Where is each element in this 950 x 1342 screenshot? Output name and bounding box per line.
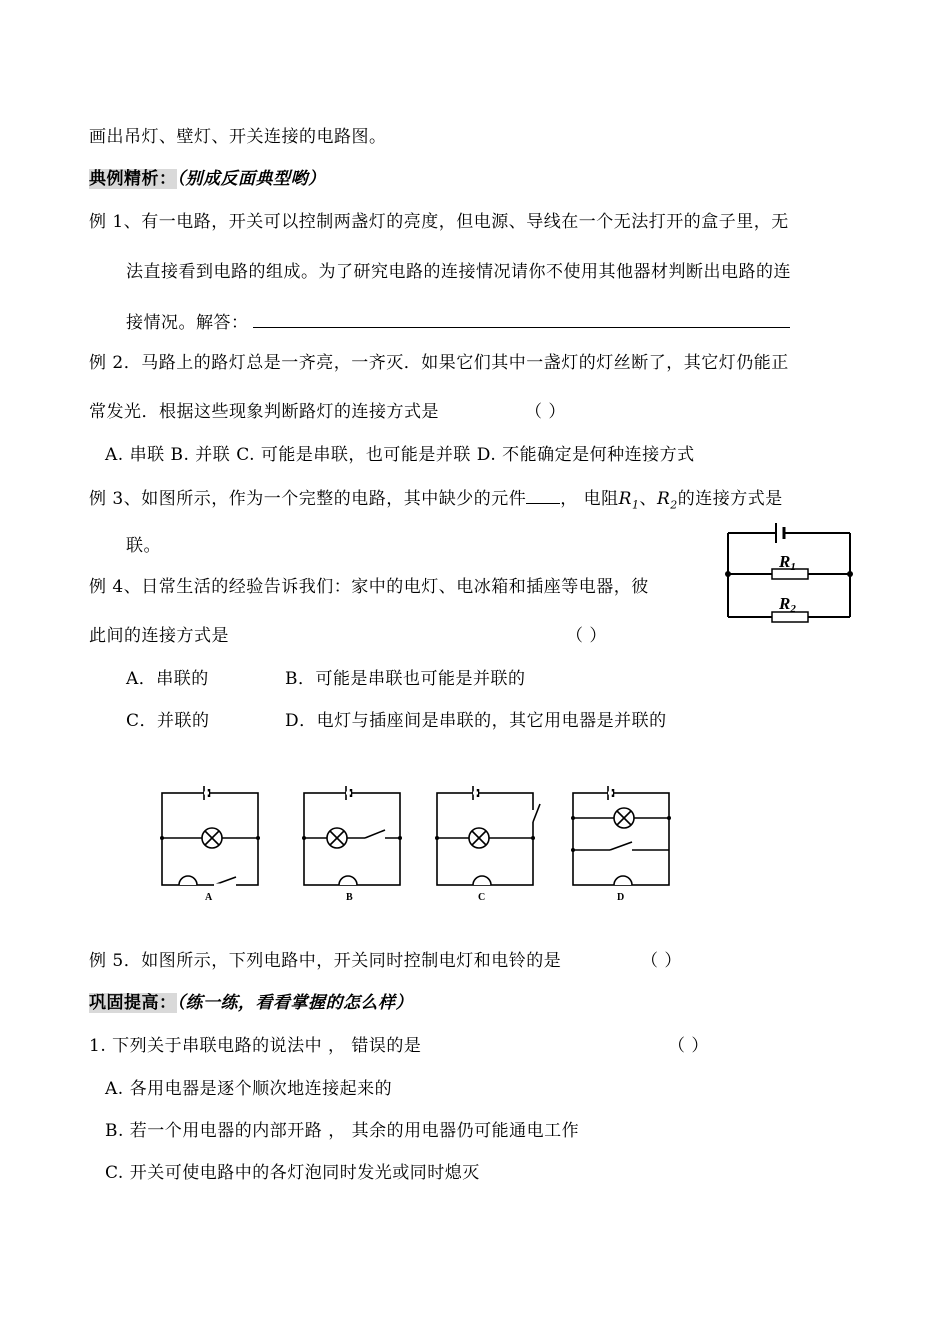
section2-title: 巩固提高： xyxy=(89,993,177,1013)
ex3-sep: 、 xyxy=(639,489,657,509)
ex3-r2: $R_2$ xyxy=(656,489,678,512)
ex3-r1: $R_1$ xyxy=(618,489,640,512)
r1-label: R1 xyxy=(779,552,796,573)
ex2-line1: 例 2．马路上的路灯总是一齐亮，一齐灭．如果它们其中一盏灯的灯丝断了，其它灯仍能正 xyxy=(89,353,789,373)
ex3-blank-element[interactable] xyxy=(526,489,560,504)
junction-dot xyxy=(725,571,731,577)
ex3-text-a: 例 3、如图所示，作为一个完整的电路，其中缺少的元件 xyxy=(89,489,527,509)
ex2-line2: 常发光．根据这些现象判断路灯的连接方式是 xyxy=(89,402,439,422)
circuit-c xyxy=(437,786,540,885)
ex3-text-c: 的连接方式是 xyxy=(677,489,783,509)
junction-dot xyxy=(847,571,853,577)
ex4-line2: 此间的连接方式是 xyxy=(89,626,229,646)
r2-label: R2 xyxy=(779,594,796,615)
q1-stem: 1. 下列关于串联电路的说法中 ， 错误的是 xyxy=(89,1036,422,1056)
circuit-b xyxy=(304,786,400,885)
ex5-line: 例 5．如图所示，下列电路中，开关同时控制电灯和电铃的是 xyxy=(89,951,562,971)
section2-note: （练一练，看看掌握的怎么样） xyxy=(176,993,413,1013)
q1-answer-paren[interactable]: （ ） xyxy=(668,1036,709,1056)
ex4-line1: 例 4、日常生活的经验告诉我们：家中的电灯、电冰箱和插座等电器，彼 xyxy=(89,577,649,597)
circuit-a xyxy=(162,786,258,885)
circuit-d xyxy=(573,786,669,885)
ex1-line1: 例 1、有一电路，开关可以控制两盏灯的亮度，但电源、导线在一个无法打开的盒子里，无 xyxy=(89,212,789,232)
intro-line: 画出吊灯、壁灯、开关连接的电路图。 xyxy=(89,127,387,147)
ex4-answer-paren[interactable]: （ ） xyxy=(566,626,607,646)
circuit-label-d: D xyxy=(617,892,625,903)
resistor-circuit-figure xyxy=(724,515,856,627)
section-header-practice xyxy=(89,995,413,1012)
ex4-option-a: A．串联的 xyxy=(126,669,209,689)
section-title: 典例精析： xyxy=(89,169,177,189)
bell-circuit-figures xyxy=(150,780,680,910)
ex1-line2: 法直接看到电路的组成。为了研究电路的连接情况请你不使用其他器材判断出电路的连 xyxy=(126,262,791,282)
ex4-option-b: B．可能是串联也可能是并联的 xyxy=(285,669,526,689)
ex1-answer-blank[interactable] xyxy=(253,313,790,328)
section-header-examples xyxy=(89,171,326,188)
ex2-options: A. 串联 B. 并联 C. 可能是串联，也可能是并联 D. 不能确定是何种连接方式 xyxy=(105,445,695,465)
ex1-line3 xyxy=(126,313,790,332)
section-note: （别成反面典型哟） xyxy=(176,169,326,189)
circuit-label-b: B xyxy=(346,892,353,903)
ex3-text-b: ， 电阻 xyxy=(560,489,619,509)
q1-option-a: A. 各用电器是逐个顺次地连接起来的 xyxy=(105,1079,393,1099)
q1-option-b: B. 若一个用电器的内部开路 ， 其余的用电器仍可能通电工作 xyxy=(105,1121,580,1141)
ex1-answer-label: 接情况。解答： xyxy=(126,313,249,333)
ex3-line2: 联。 xyxy=(126,536,161,556)
ex2-answer-paren[interactable]: （ ） xyxy=(525,402,566,422)
circuit-label-c: C xyxy=(478,892,486,903)
ex4-option-d: D．电灯与插座间是串联的，其它用电器是并联的 xyxy=(285,711,667,731)
circuit-label-a: A xyxy=(205,892,213,903)
ex5-answer-paren[interactable]: （ ） xyxy=(641,951,682,971)
ex4-option-c: C．并联的 xyxy=(126,711,210,731)
ex3-line1 xyxy=(89,489,783,510)
q1-option-c: C. 开关可使电路中的各灯泡同时发光或同时熄灭 xyxy=(105,1163,480,1183)
